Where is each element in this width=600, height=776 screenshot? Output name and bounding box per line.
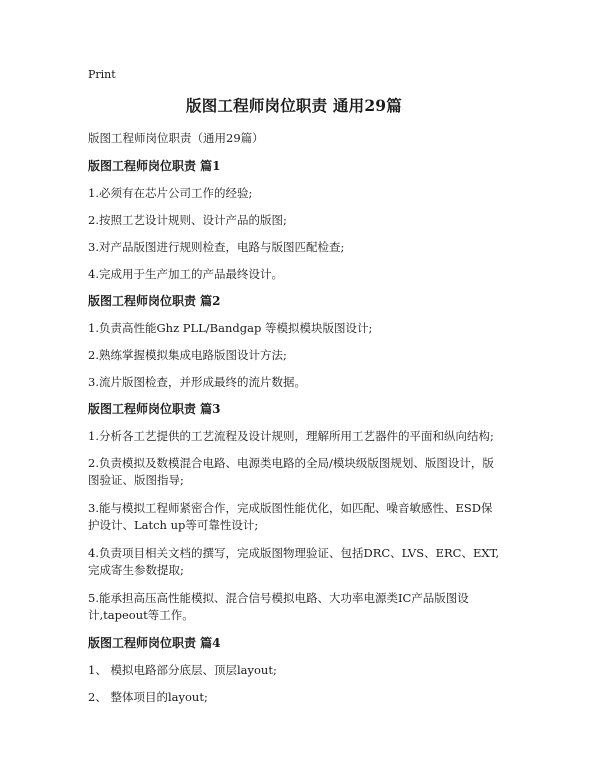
list-item: 1.负责高性能Ghz PLL/Bandgap 等模拟模块版图设计; — [88, 321, 373, 335]
section-heading: 版图工程师岗位职责 篇1 — [88, 159, 221, 173]
list-item: 2.熟练掌握模拟集成电路版图设计方法; — [88, 348, 287, 362]
section-3 — [88, 401, 500, 624]
list-item: 1、 模拟电路部分底层、顶层layout; — [88, 663, 277, 677]
document-subtitle: 版图工程师岗位职责（通用29篇） — [88, 131, 264, 145]
print-label: Print — [88, 68, 116, 81]
section-heading: 版图工程师岗位职责 篇2 — [88, 294, 221, 308]
list-item: 1.必须有在芯片公司工作的经验; — [88, 186, 253, 200]
list-item: 5.能承担高压高性能模拟、混合信号模拟电路、大功率电源类IC产品版图设计,tapeout等工作。 — [88, 591, 469, 622]
section-heading: 版图工程师岗位职责 篇3 — [88, 402, 221, 416]
list-item: 2、 整体项目的layout; — [88, 690, 208, 704]
list-item: 2.负责模拟及数模混合电路、电源类电路的全局/模块级版图规划、版图设计，版图验证、版图指导; — [88, 456, 494, 487]
section-2 — [88, 293, 500, 390]
list-item: 2.按照工艺设计规则、设计产品的版图; — [88, 213, 287, 227]
list-item: 1.分析各工艺提供的工艺流程及设计规则，理解所用工艺器件的平面和纵向结构; — [88, 429, 494, 443]
list-item: 3.能与模拟工程师紧密合作，完成版图性能优化，如匹配、噪音敏感性、ESD保护设计、Latch up等可靠性设计; — [88, 501, 493, 532]
section-1 — [88, 158, 500, 282]
list-item: 3.对产品版图进行规则检查，电路与版图匹配检查; — [88, 240, 345, 254]
list-item: 4.负责项目相关文档的撰写，完成版图物理验证、包括DRC、LVS、ERC、EXT,完成寄生参数提取; — [88, 546, 500, 577]
document-title: 版图工程师岗位职责 通用29篇 — [186, 96, 402, 115]
list-item: 3.流片版图检查，并形成最终的流片数据。 — [88, 375, 306, 389]
section-heading: 版图工程师岗位职责 篇4 — [88, 636, 221, 650]
section-4 — [88, 635, 500, 705]
list-item: 4.完成用于生产加工的产品最终设计。 — [88, 267, 283, 281]
